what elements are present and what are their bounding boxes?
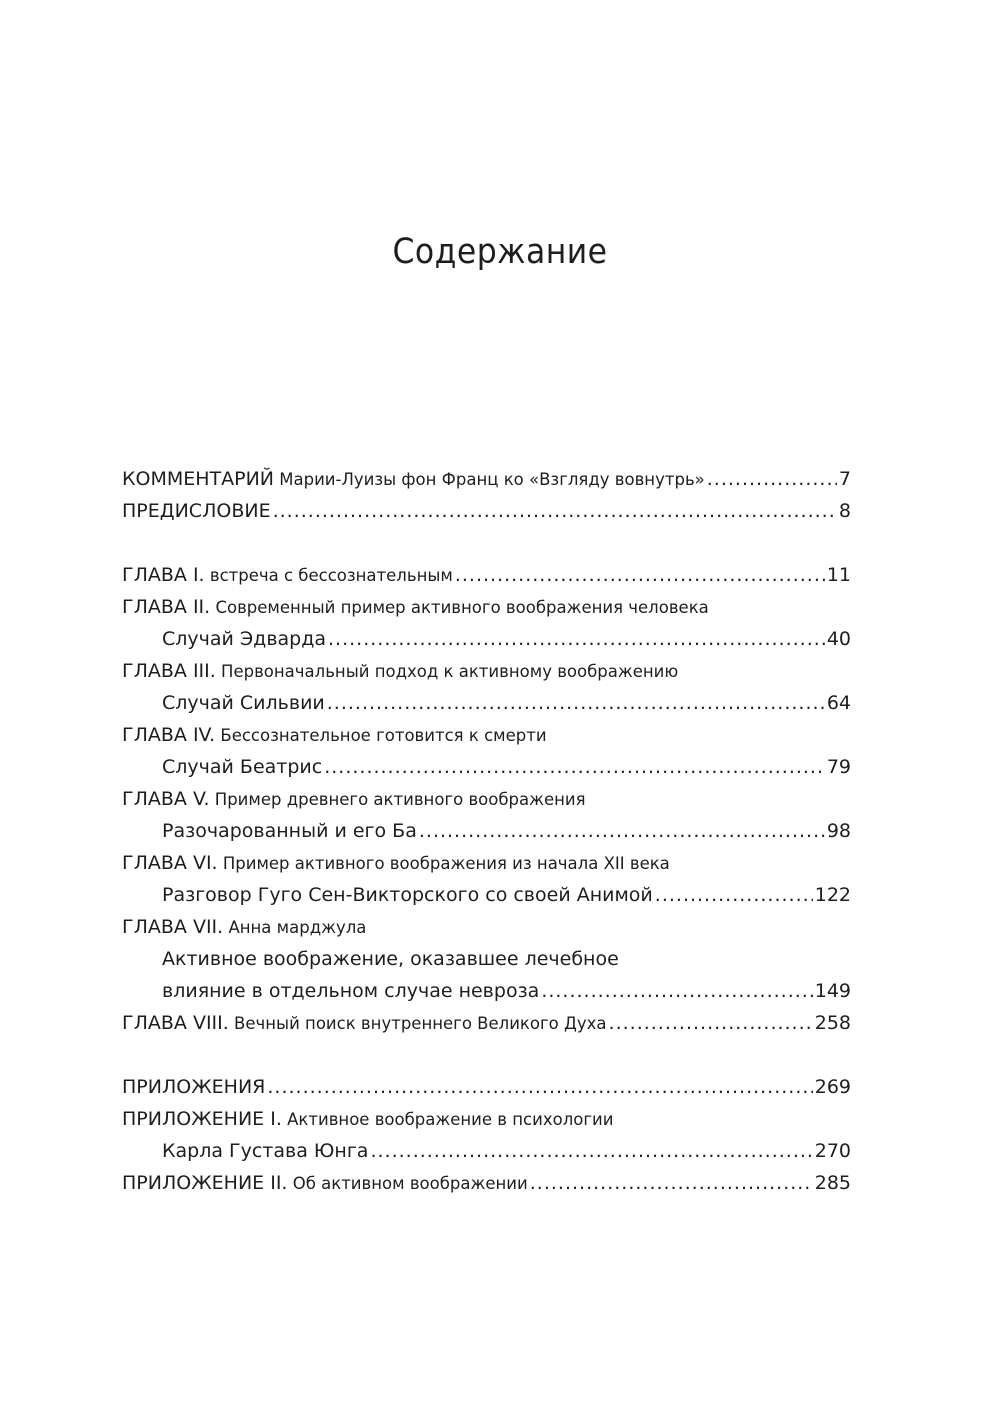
toc-entry-label (122, 783, 586, 816)
dot-leader (370, 1135, 812, 1167)
toc-page-number: 258 (814, 1012, 851, 1034)
toc-entry-appendices (122, 1071, 851, 1103)
table-of-contents (122, 463, 851, 1199)
dot-leader (273, 495, 837, 527)
toc-entry-appendix-2 (122, 1167, 851, 1199)
toc-entry-chapter-7 (122, 911, 851, 943)
toc-entry-lead: ГЛАВА VII. (122, 916, 224, 938)
toc-page-number: 79 (826, 756, 851, 778)
toc-page-number: 64 (826, 692, 851, 714)
toc-entry-lead: КОММЕНТАРИЙ (122, 468, 275, 490)
toc-entry-label (122, 655, 678, 688)
toc-entry-label (122, 1167, 528, 1200)
toc-entry-text: Марии-Луизы фон Франц ко «Взгляду вовнутрь» (274, 470, 705, 489)
toc-entry-chapter-4 (122, 719, 851, 751)
toc-entry-label (122, 1103, 613, 1136)
toc-page-number: 269 (814, 1076, 851, 1098)
toc-page-number: 122 (814, 884, 851, 906)
toc-entry-chapter-5-sub (122, 815, 851, 847)
toc-page-number: 285 (814, 1172, 851, 1194)
toc-entry-chapter-1 (122, 559, 851, 591)
toc-entry-label: Активное воображение, оказавшее лечебное (162, 948, 619, 970)
toc-entry-label: Разговор Гуго Сен-Викторского со своей Анимой (162, 884, 653, 906)
dot-leader (267, 1071, 812, 1103)
toc-entry-label: влияние в отдельном случае невроза (162, 980, 540, 1002)
toc-entry-label (122, 1071, 265, 1103)
toc-entry-text: Анна марджула (223, 918, 367, 937)
toc-entry-lead: ПРИЛОЖЕНИЕ II. (122, 1172, 288, 1194)
toc-entry-label: Разочарованный и его Ба (162, 820, 417, 842)
toc-page-number: 11 (826, 564, 851, 586)
toc-entry-label (122, 495, 271, 527)
toc-entry-label: Карла Густава Юнга (162, 1140, 369, 1162)
toc-entry-lead: ГЛАВА IV. (122, 724, 216, 746)
toc-entry-text: Об активном воображении (287, 1174, 528, 1193)
toc-page-number: 8 (838, 500, 851, 522)
toc-entry-lead: ГЛАВА II. (122, 596, 211, 618)
dot-leader (324, 751, 825, 783)
toc-entry-label: Случай Эдварда (162, 628, 326, 650)
toc-entry-chapter-7-sub-line-1 (122, 943, 851, 975)
toc-entry-text: Современный пример активного воображения человека (210, 598, 709, 617)
dot-leader (328, 623, 825, 655)
toc-page-number: 7 (838, 468, 851, 490)
toc-entry-text: Активное воображение в психологии (281, 1110, 614, 1129)
toc-entry-chapter-3 (122, 655, 851, 687)
toc-entry-chapter-2-sub (122, 623, 851, 655)
toc-entry-label (122, 847, 670, 880)
toc-entry-lead: ГЛАВА VI. (122, 852, 218, 874)
dot-leader (609, 1007, 813, 1039)
toc-entry-text: Вечный поиск внутреннего Великого Духа (228, 1014, 607, 1033)
toc-entry-appendix-1 (122, 1103, 851, 1135)
toc-entry-label (122, 719, 547, 752)
toc-entry-label (122, 911, 366, 944)
dot-leader (707, 463, 837, 495)
toc-entry-chapter-6-sub (122, 879, 851, 911)
toc-entry-chapter-3-sub (122, 687, 851, 719)
toc-entry-lead: ГЛАВА III. (122, 660, 216, 682)
toc-entry-lead: ГЛАВА I. (122, 564, 205, 586)
toc-entry-chapter-8 (122, 1007, 851, 1039)
toc-entry-label: Случай Сильвии (162, 692, 325, 714)
toc-page-number: 40 (826, 628, 851, 650)
toc-entry-commentary (122, 463, 851, 495)
toc-entry-lead: ГЛАВА V. (122, 788, 210, 810)
dot-leader (455, 559, 825, 591)
toc-page-number: 98 (826, 820, 851, 842)
toc-entry-label (122, 559, 453, 592)
page-title: Содержание (392, 232, 608, 272)
toc-entry-chapter-2 (122, 591, 851, 623)
toc-entry-label: Случай Беатрис (162, 756, 323, 778)
toc-entry-appendix-1-sub (122, 1135, 851, 1167)
dot-leader (655, 879, 813, 911)
toc-entry-chapter-5 (122, 783, 851, 815)
toc-page-number: 270 (814, 1140, 851, 1162)
toc-entry-preface (122, 495, 851, 527)
toc-entry-lead: ПРИЛОЖЕНИЯ (122, 1076, 266, 1098)
toc-entry-text: Первоначальный подход к активному воображению (215, 662, 679, 681)
toc-entry-label (122, 463, 705, 496)
dot-leader (327, 687, 825, 719)
toc-entry-lead: ГЛАВА VIII. (122, 1012, 229, 1034)
toc-entry-text: Бессознательное готовится к смерти (215, 726, 547, 745)
toc-entry-lead: ПРЕДИСЛОВИЕ (122, 500, 271, 522)
toc-entry-lead: ПРИЛОЖЕНИЕ I. (122, 1108, 282, 1130)
dot-leader (530, 1167, 813, 1199)
toc-entry-chapter-4-sub (122, 751, 851, 783)
toc-entry-chapter-6 (122, 847, 851, 879)
toc-entry-text: Пример активного воображения из начала XII века (217, 854, 670, 873)
toc-entry-chapter-7-sub-line-2 (122, 975, 851, 1007)
toc-entry-text: Пример древнего активного воображения (209, 790, 586, 809)
toc-entry-text: встреча с бессознательным (204, 566, 453, 585)
toc-page-number: 149 (814, 980, 851, 1002)
dot-leader (419, 815, 825, 847)
toc-entry-label (122, 591, 709, 624)
toc-entry-label (122, 1007, 607, 1040)
dot-leader (541, 975, 812, 1007)
